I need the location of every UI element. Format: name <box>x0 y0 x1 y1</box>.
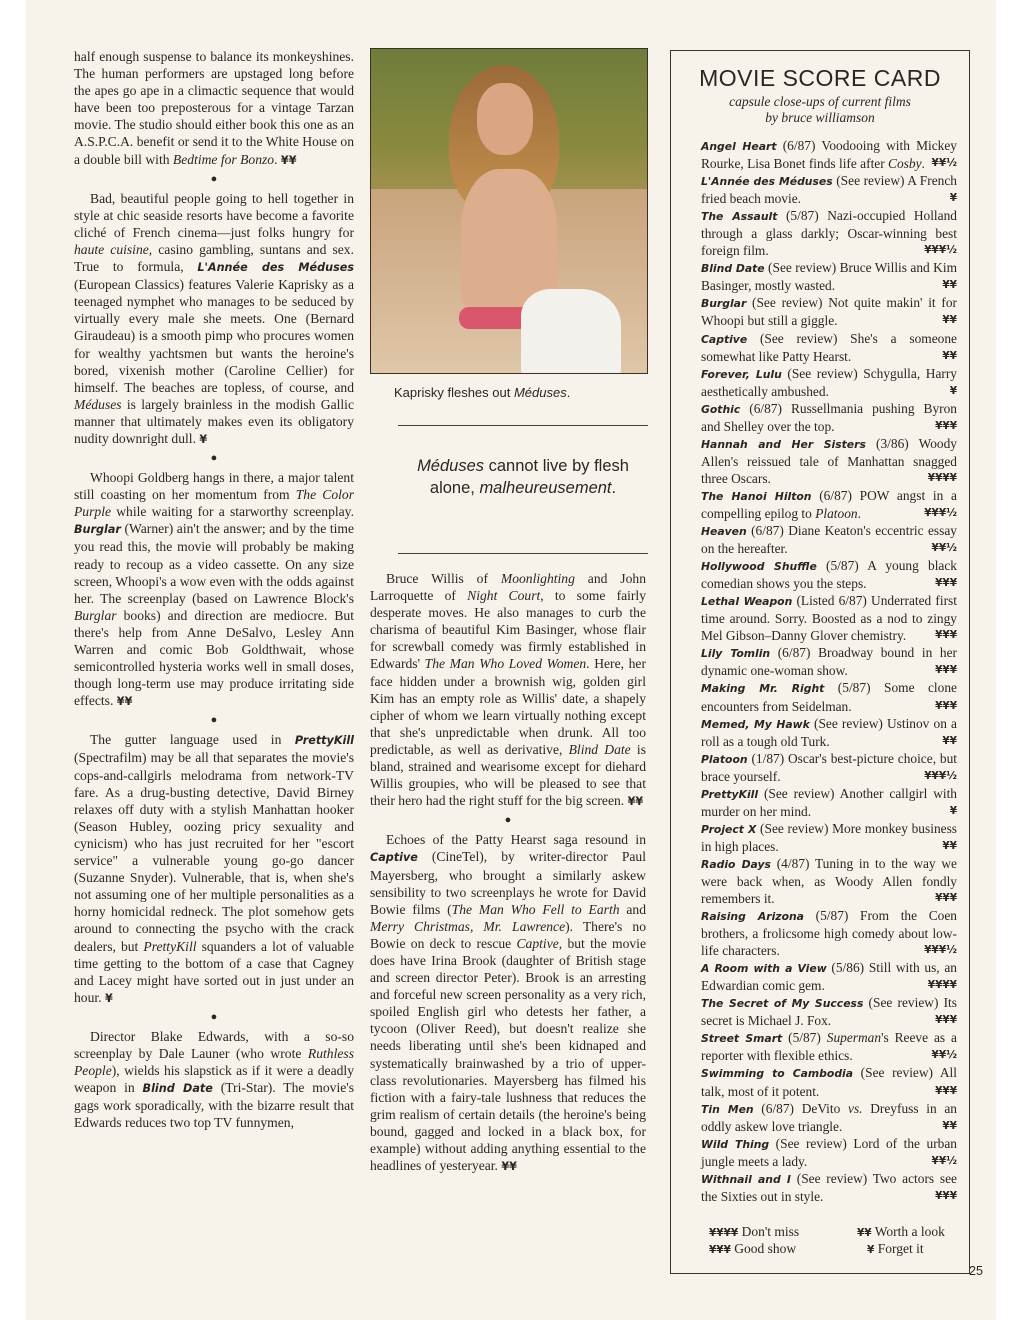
text-run: , but the movie does have Irina Brook (daughter of British stage and screen director Peter). Brook is an arresting and forceful new screen personality as a very rich, spoiled English girl who detests her father, a tycoon (Oliver Reed), but doesn't realize she needs liberating until she's been kidnaped and systematically brainwashed by a trio of upper-class revolutionaries. Mayersberg has filmed his fiction with a fairy-tale lushness that reduces the grim realism of certain details (the heroine's being bound, gagged and locked in a black box, for example) without adding anything essential to the headlines of yesteryear. <box>370 935 646 1174</box>
score-card-blurb: . <box>857 505 861 521</box>
italic-title: Méduses <box>417 457 485 475</box>
score-card-entry <box>701 1029 957 1064</box>
text-run: , to some fairly desperate moves. He also manages to curb the charisma of beautiful Kim Basinger, whose flair for screwball comedy was firmly established in Edwards' <box>370 588 647 672</box>
rating-icon: ¥¥¥ <box>709 1244 731 1256</box>
score-card-entry <box>701 294 957 329</box>
rating-icon: ¥¥ <box>116 695 133 709</box>
review-paragraph-blind-date-cont <box>370 570 646 810</box>
italic-title: Captive <box>516 935 559 951</box>
italic-title: Méduses <box>74 396 122 412</box>
legend-label: Good show <box>730 1241 797 1256</box>
score-card-film-title: Angel Heart <box>701 140 777 153</box>
rating-icon: ¥¥ <box>942 839 957 852</box>
text-run: ). There's no Bowie on deck to rescue <box>370 918 646 951</box>
italic-title: The Man Who Loved Women <box>424 656 587 672</box>
magazine-page <box>26 0 996 1320</box>
score-card-blurb: (See review) Another callgirl with murder on her mind. <box>701 785 957 819</box>
rating-icon: ¥¥¥½ <box>924 944 957 957</box>
score-card-title: MOVIE SCORE CARD <box>699 65 941 91</box>
section-bullet: ● <box>210 1010 218 1023</box>
score-card-film-title: Gothic <box>701 402 741 416</box>
score-card-entry <box>701 820 957 855</box>
text-run: Echoes of the Patty Hearst saga resound in <box>386 832 646 848</box>
score-card-film-title: Withnail and I <box>701 1172 791 1186</box>
film-title: L'Année des Méduses <box>197 261 354 275</box>
section-bullet: ● <box>210 452 218 465</box>
rating-icon: ¥¥¥½ <box>924 244 957 257</box>
legend-label: Worth a look <box>871 1224 945 1239</box>
text-run: Bad, beautiful people going to hell together in style at chic seaside resorts have become a favorite cliché of French cinema—just folks hungry for <box>74 190 354 240</box>
score-card-entry <box>701 400 957 435</box>
text-run: Bruce Willis of <box>386 571 501 586</box>
score-card-entry <box>701 644 957 679</box>
film-title: Captive <box>370 851 418 865</box>
score-card-film-title: The Secret of My Success <box>701 997 864 1011</box>
rating-icon: ¥¥ <box>280 153 297 167</box>
score-card-blurb: (5/86) Still with us, an Edwardian comic gem. <box>701 960 957 994</box>
text-run: . <box>611 478 617 497</box>
score-card-blurb: (5/87) A young black comedian shows you the steps. <box>701 558 957 592</box>
italic-title: Bedtime for Bonzo <box>172 151 275 167</box>
kaprisky-photo <box>370 48 648 374</box>
review-paragraph-blind-date <box>74 1028 354 1132</box>
score-card-blurb: (See review) A French fried beach movie. <box>701 173 957 207</box>
text-run: (Tri-Star). The movie's gags work sporadically, with the bizarre result that Edwards reduces two top TV funnymen, <box>74 1080 354 1131</box>
score-card-entry <box>701 959 957 994</box>
rating-icon: ¥¥¥¥ <box>927 471 957 484</box>
text-run: Director Blake Edwards, with a so-so screenplay by Dale Launer (who wrote <box>74 1028 354 1061</box>
text-run: . <box>274 151 281 167</box>
score-card-film-title: PrettyKill <box>701 787 759 801</box>
score-card-entry <box>701 1135 957 1170</box>
rating-icon: ¥¥¥ <box>935 1084 957 1097</box>
score-card-blurb: 's Reeve as a reporter with flexible ethics. <box>701 1030 957 1064</box>
score-card-entry <box>701 715 957 750</box>
text-run: Kaprisky fleshes out <box>394 385 514 400</box>
review-column-left <box>74 48 354 1131</box>
score-card-entry <box>701 679 957 714</box>
rating-icon: ¥ <box>867 1244 875 1256</box>
italic-title: Merry Christmas, Mr. Lawrence <box>370 918 566 934</box>
rating-icon: ¥ <box>949 192 957 205</box>
rating-icon: ¥¥ <box>942 279 957 292</box>
score-card-film-title: Making Mr. Right <box>701 682 825 696</box>
score-card-film-title: The Hanoi Hilton <box>701 489 812 503</box>
score-card-blurb: . <box>921 156 925 172</box>
score-card-blurb: (6/87) DeVito <box>753 1100 849 1116</box>
italic-title: Ruthless People <box>74 1045 354 1079</box>
score-card-film-title: Lethal Weapon <box>701 595 793 609</box>
score-card-blurb: (6/87) Voodooing with Mickey Rourke, Lisa Bonet finds life after <box>701 138 957 172</box>
score-card-film-title: Project X <box>701 822 757 836</box>
rating-icon: ¥¥¥½ <box>924 506 957 519</box>
italic-title: The Man Who Fell to Earth <box>451 901 620 917</box>
italic-title: Burglar <box>74 607 117 623</box>
score-card-entry <box>701 592 957 644</box>
rating-icon: ¥¥ <box>942 734 957 747</box>
rating-icon: ¥¥¥ <box>935 664 957 677</box>
score-card-entry <box>701 557 957 592</box>
score-card-film-title: Lily Tomlin <box>701 647 771 661</box>
score-card-film-title: Raising Arizona <box>701 910 804 924</box>
text-run: squanders a lot of valuable time getting to the bottom of a case that Cagney and Lacey might have sorted out in just under an hour. <box>74 938 354 1005</box>
rating-icon: ¥¥¥ <box>935 577 957 590</box>
score-card-entry <box>701 330 957 365</box>
score-card-blurb: (See review) Not quite makin' it for Whoopi but still a giggle. <box>701 295 957 329</box>
text-run: The gutter language used in <box>90 732 295 748</box>
score-card-blurb: (6/87) POW angst in a compelling epilog to <box>701 487 957 521</box>
pullquote-bottom-rule <box>398 553 648 554</box>
score-card-blurb: (Listed 6/87) Underrated first time around. Sorry. Boosted as a nod to zingy Mel Gibson–Danny Glover chemistry. <box>701 593 957 644</box>
review-paragraph-annee-des-meduses <box>74 190 354 448</box>
legend-label: Don't miss <box>738 1224 800 1239</box>
score-card-entry <box>701 994 957 1029</box>
rating-icon: ¥¥¥ <box>935 419 957 432</box>
text-run: and John Larroquette of <box>370 571 646 604</box>
score-card-blurb: (See review) Ustinov on a roll as a tough old Turk. <box>701 715 957 749</box>
film-title: Burglar <box>74 523 121 537</box>
score-card-subtitle <box>671 94 969 126</box>
italic-title: Moonlighting <box>500 571 575 586</box>
score-card-film-title: Swimming to Cambodia <box>701 1067 854 1081</box>
score-card-film-title: A Room with a View <box>701 962 827 976</box>
rating-icon: ¥ <box>104 991 113 1005</box>
review-paragraph-captive <box>370 831 646 1175</box>
italic-title: vs. <box>848 1100 863 1116</box>
text-run: (Spectrafilm) may be all that separates the movie's cops-and-callgirls melodrama from network-TV fare. As a drug-busting detective, David Birney relaxes off duty with a stylish Manhattan hooker (Season Hubley, oozing pricy sexuality and cynicism) who has just recruited for her "escort service" a vulnerable young go-go dancer (Suzanne Snyder). Vulnerable, that is, when she's not assuming one of her multiple personalities as a horny homicidal redneck. The plot somehow gets around to connecting the psycho with the crack dealers, but <box>74 750 354 954</box>
score-card-entry <box>701 487 957 522</box>
italic-title: haute cuisine <box>74 241 149 257</box>
text-run: . <box>566 385 571 400</box>
score-card-film-title: Platoon <box>701 752 748 766</box>
score-card-blurb: (See review) Lord of the urban jungle meets a lady. <box>701 1135 957 1169</box>
score-card-entry <box>701 207 957 259</box>
rating-icon: ¥ <box>199 432 208 446</box>
pullquote <box>398 456 648 499</box>
italic-title: Cosby <box>888 156 922 172</box>
review-paragraph-burglar <box>74 469 354 710</box>
score-card-blurb: (See review) All talk, most of it potent. <box>701 1065 957 1099</box>
score-card-entry <box>701 1100 957 1135</box>
rating-icon: ¥¥¥ <box>935 629 957 642</box>
rating-icon: ¥¥ <box>942 349 957 362</box>
rating-icon: ¥ <box>949 804 957 817</box>
score-card-film-title: Blind Date <box>701 262 765 276</box>
score-card-entry <box>701 855 957 907</box>
rating-icon: ¥¥¥½ <box>924 769 957 782</box>
text-run: (Warner) ain't the answer; and by the time you read this, the movie will probably be making ready to recoup as a video cassette. On any size screen, Whoopi's a wow even with the odds against her. The screenplay (based on Lawrence Block's <box>74 521 354 606</box>
text-run: is bland, strained and wearisome except for diehard Willis groupies, who will be pleased to see that their hero had the right stuff for the big screen. <box>370 741 646 809</box>
rating-icon: ¥¥½ <box>931 157 957 170</box>
text-run: cannot live by flesh alone, <box>429 457 629 497</box>
section-bullet: ● <box>504 814 512 827</box>
section-bullet: ● <box>210 714 218 727</box>
score-card-blurb: (6/87) Russellmania pushing Byron and Shelley over the top. <box>701 400 957 434</box>
rating-icon: ¥¥ <box>942 1119 957 1132</box>
score-card-film-title: Captive <box>701 332 748 346</box>
score-card-blurb: (4/87) Tuning in to the way we were back when, as Woody Allen fondly remembers it. <box>701 855 957 907</box>
score-card-blurb: (See review) Its secret is Michael J. Fox. <box>701 995 957 1029</box>
rating-icon: ¥¥ <box>857 1227 872 1239</box>
italic-title: Blind Date <box>568 741 631 757</box>
score-card-blurb: (See review) Two actors see the Sixties out in style. <box>701 1170 957 1204</box>
score-card-blurb: (5/87) Nazi-occupied Holland through a glass darkly; Oscar-winning best foreign film. <box>701 208 957 259</box>
legend-item <box>709 1240 796 1259</box>
score-card-blurb: (3/86) Woody Allen's reissued tale of Manhattan snagged three Oscars. <box>701 435 957 486</box>
rating-icon: ¥¥¥ <box>935 1014 957 1027</box>
score-card-blurb: (See review) More monkey business in high places. <box>701 820 957 854</box>
italic-title: The Color Purple <box>74 487 354 520</box>
score-card-subtitle-line: capsule close-ups of current films <box>729 94 911 109</box>
rating-icon: ¥¥¥ <box>935 892 957 905</box>
score-card-entry <box>701 750 957 785</box>
italic-title: Superman <box>826 1030 882 1046</box>
score-card-film-title: Radio Days <box>701 857 771 871</box>
score-card-film-title: Burglar <box>701 297 747 311</box>
rating-icon: ¥¥¥ <box>935 699 957 712</box>
movie-score-card <box>670 50 970 1274</box>
score-card-blurb: Dreyfuss in an oddly askew love triangle. <box>701 1100 957 1134</box>
score-card-entry <box>701 172 957 207</box>
rating-icon: ¥¥ <box>627 795 644 809</box>
legend-item <box>867 1240 924 1259</box>
text-run: (CineTel), by writer-director Paul Mayersberg, who brought a similarly askew sensibility to two screenplays he wrote for David Bowie films ( <box>370 849 646 917</box>
score-card-entry <box>701 1064 957 1099</box>
review-column-middle <box>370 570 646 1175</box>
score-card-film-title: L'Année des Méduses <box>701 175 833 189</box>
rating-icon: ¥¥ <box>942 314 957 327</box>
score-card-film-title: Tin Men <box>701 1102 754 1116</box>
score-card-film-title: Hannah and Her Sisters <box>701 437 866 451</box>
rating-icon: ¥¥ <box>501 1160 517 1174</box>
score-card-blurb: (1/87) Oscar's best-picture choice, but brace yourself. <box>701 750 957 784</box>
italic-title: Méduses <box>513 385 567 400</box>
score-card-film-title: Wild Thing <box>701 1137 770 1151</box>
section-bullet: ● <box>210 172 218 185</box>
score-card-entry <box>701 259 957 294</box>
score-card-blurb: (5/87) Some clone encounters from Seidelman. <box>701 680 957 714</box>
score-card-byline: by bruce williamson <box>765 110 875 125</box>
italic-title: Night Court <box>467 588 541 604</box>
score-card-film-title: Heaven <box>701 525 747 539</box>
score-card-film-title: Forever, Lulu <box>701 367 782 381</box>
film-title: Blind Date <box>142 1082 213 1096</box>
score-card-film-title: Memed, My Hawk <box>701 717 810 731</box>
italic-title: malheureusement <box>479 478 612 497</box>
italic-title: Platoon <box>815 505 858 521</box>
text-run: half enough suspense to balance its monkeyshines. The human performers are upstaged long before the apes go ape in a climactic sequence that would have been too preposterous for a vintage Tarzan movie. The studio should either book this one as an A.S.P.C.A. benefit or send it to the White House on a double bill with <box>74 49 354 167</box>
score-card-entry <box>701 1170 957 1205</box>
score-card-blurb: (6/87) Diane Keaton's eccentric essay on the hereafter. <box>701 523 957 557</box>
text-run: is largely brainless in the modish Gallic manner that ultimately makes even its obligatory nudity downright dull. <box>74 396 354 446</box>
text-run: while waiting for a starworthy screenplay. <box>111 504 354 520</box>
score-card-entry <box>701 365 957 400</box>
score-card-blurb: (See review) Schygulla, Harry aesthetically ambushed. <box>701 365 957 399</box>
text-run: books) and direction are mediocre. But there's help from Anne DeSalvo, Lesley Ann Warren and comic Bob Goldthwait, whose semicontrolled hysteria works well in small doses, though long-term use may produce irritating side effects. <box>74 607 354 709</box>
rating-icon: ¥¥½ <box>931 1049 957 1062</box>
text-run: ), wields his slapstick as if it were a deadly weapon in <box>74 1063 354 1096</box>
score-card-entry <box>701 137 957 172</box>
score-card-blurb: (6/87) Broadway bound in her dynamic one-woman show. <box>701 645 957 679</box>
score-card-blurb: (5/87) From the Coen brothers, a frolicsome high comedy about low-life characters. <box>701 908 957 959</box>
score-card-entry <box>701 785 957 820</box>
italic-title: PrettyKill <box>143 938 197 954</box>
score-card-entry <box>701 522 957 557</box>
score-card-list <box>701 137 957 1205</box>
text-run: , casino gambling, suntans and sex. True to formula, <box>74 241 355 275</box>
text-run: and <box>619 901 647 917</box>
text-run: (European Classics) features Valerie Kaprisky as a teenaged nymphet who manages to be seduced by virtually every male she meets. One (Bernard Giraudeau) is a smooth pimp who procures women for wealthy yachtsmen but wants the heroine's bored, vixenish mother (Caroline Cellier) for himself. The beaches are topless, of course, and <box>74 277 354 395</box>
score-card-entry <box>701 435 957 487</box>
review-paragraph-prettykill <box>74 731 354 1007</box>
rating-icon: ¥¥½ <box>931 542 957 555</box>
review-paragraph <box>74 48 354 169</box>
rating-icon: ¥¥¥ <box>935 1189 957 1202</box>
rating-icon: ¥¥¥¥ <box>709 1227 739 1239</box>
photo-caption <box>394 385 570 400</box>
rating-icon: ¥ <box>949 384 957 397</box>
score-card-blurb: (See review) Bruce Willis and Kim Basinger, mostly wasted. <box>701 260 957 294</box>
score-card-film-title: Street Smart <box>701 1032 783 1046</box>
score-card-entry <box>701 907 957 959</box>
score-card-film-title: The Assault <box>701 210 778 224</box>
score-card-blurb: (5/87) <box>782 1030 827 1046</box>
score-card-film-title: Hollywood Shuffle <box>701 560 817 574</box>
rating-icon: ¥¥½ <box>931 1154 957 1167</box>
text-run: . Here, her face hidden under a brownish wig, golden girl Kim has an empty role as Willis' date, a shapely cipher of whom we learn virtually nothing except that she's unpredictable when drunk. All too predictable, as well as derivative, <box>370 656 646 757</box>
film-title: PrettyKill <box>294 734 354 748</box>
pullquote-top-rule <box>398 425 648 426</box>
legend-label: Forget it <box>874 1241 924 1256</box>
text-run: Whoopi Goldberg hangs in there, a major talent still coasting on her momentum from <box>74 470 354 503</box>
score-card-blurb: (See review) She's a someone somewhat like Patty Hearst. <box>701 330 957 364</box>
page-number: 25 <box>969 1264 983 1278</box>
rating-icon: ¥¥¥¥ <box>927 979 957 992</box>
